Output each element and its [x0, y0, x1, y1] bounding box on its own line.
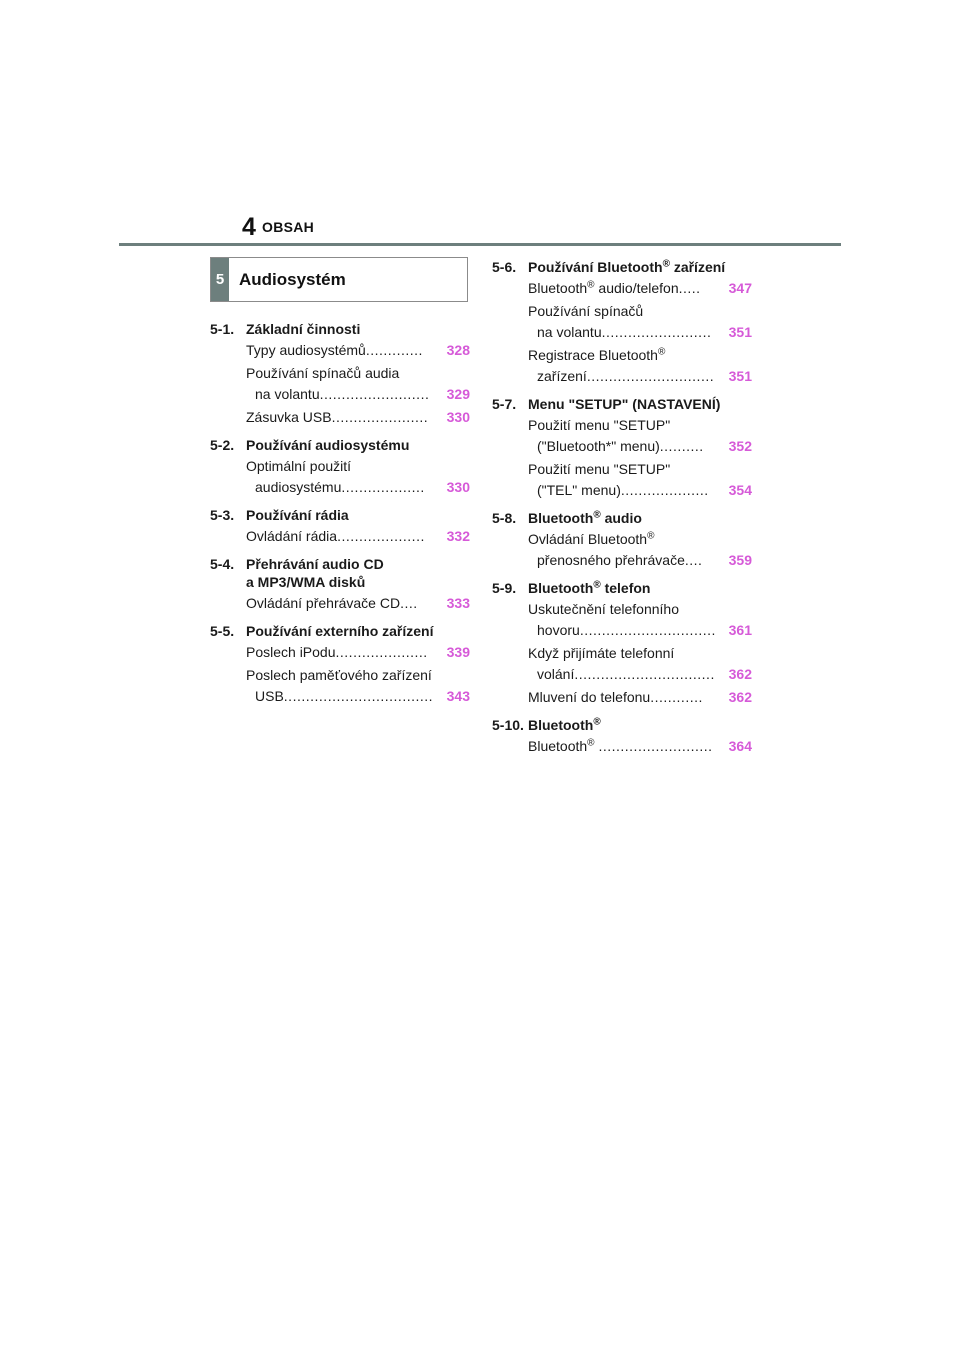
toc-entry[interactable]: [528, 278, 752, 299]
chapter-title: Používání rádia: [246, 507, 349, 523]
registered-mark: ®: [587, 279, 595, 291]
entry-text: zařízení: [537, 368, 587, 384]
page-header: [0, 0, 960, 250]
entry-text: Ovládání Bluetooth: [528, 531, 648, 547]
toc-entry[interactable]: [528, 643, 752, 685]
chapter-title-suffix: audio: [600, 510, 642, 526]
chapter-heading: [492, 579, 752, 597]
header-title: OBSAH: [262, 219, 315, 235]
entry-text: Poslech iPodu: [246, 644, 336, 660]
chapter-number: 5-7.: [492, 396, 517, 412]
chapter-heading: [210, 320, 470, 338]
chapter-title: Používání externího zařízení: [246, 623, 434, 639]
entry-text: audiosystému: [255, 479, 342, 495]
chapter-number: 5-5.: [210, 623, 235, 639]
leader-dots: .....: [678, 280, 701, 296]
toc-entry[interactable]: [246, 407, 470, 428]
entry-text: Uskutečnění telefonního: [528, 601, 679, 617]
leader-dots: ..........: [659, 438, 704, 454]
entry-text: Když přijímáte telefonní: [528, 645, 675, 661]
page-link: 351: [728, 324, 752, 340]
entry-text: Poslech paměťového zařízení: [246, 667, 432, 683]
chapter-heading: [210, 555, 470, 591]
chapter-heading: [210, 436, 470, 454]
toc-entry[interactable]: [246, 363, 470, 405]
registered-mark: ®: [593, 716, 601, 728]
registered-mark: ®: [647, 530, 655, 542]
entry-text: Použití menu "SETUP": [528, 461, 671, 477]
leader-dots: ..........................: [598, 738, 713, 754]
section-number: 5: [211, 258, 229, 301]
entry-text: volání: [537, 666, 575, 682]
registered-mark: ®: [593, 509, 601, 521]
chapter-number: 5-8.: [492, 510, 517, 526]
chapter-title: Bluetooth: [528, 580, 594, 596]
entry-text: ("TEL" menu): [537, 482, 621, 498]
page-link: 329: [446, 386, 470, 402]
chapter-number: 5-6.: [492, 259, 517, 275]
leader-dots: .....................: [335, 644, 428, 660]
page-link: 332: [446, 528, 470, 544]
toc-entry[interactable]: [246, 340, 470, 361]
page-link: 362: [728, 666, 752, 682]
entry-text: Bluetooth: [528, 738, 588, 754]
section-title: Audiosystém: [239, 270, 346, 289]
toc-entry[interactable]: [528, 599, 752, 641]
leader-dots: ...............................: [579, 622, 716, 638]
toc-right-column: [492, 258, 752, 757]
page-link: 333: [446, 595, 470, 611]
entry-text: na volantu: [537, 324, 602, 340]
page-link: 330: [446, 479, 470, 495]
chapter-heading: [492, 258, 752, 276]
chapter-heading: [492, 395, 752, 413]
toc-entry[interactable]: [528, 529, 752, 571]
chapter-title-suffix: telefon: [600, 580, 651, 596]
leader-dots: ....................: [337, 528, 425, 544]
chapter-title: Používání Bluetooth: [528, 259, 663, 275]
page-link: 359: [728, 552, 752, 568]
chapter-title: Používání audiosystému: [246, 437, 410, 453]
page-link: 352: [728, 438, 752, 454]
leader-dots: ....................: [620, 482, 709, 498]
toc-entry[interactable]: [246, 456, 470, 498]
toc-entry[interactable]: [246, 665, 470, 707]
page-link: 361: [728, 622, 752, 638]
leader-dots: .............: [365, 342, 423, 358]
chapter-heading: [492, 716, 752, 734]
leader-dots: ......................: [331, 409, 429, 425]
leader-dots: ....: [684, 552, 703, 568]
entry-text: Ovládání přehrávače CD: [246, 595, 401, 611]
entry-text: Bluetooth: [528, 280, 588, 296]
entry-text: hovoru: [537, 622, 580, 638]
toc-left-column: [210, 320, 470, 707]
entry-text: Používání spínačů audia: [246, 365, 400, 381]
entry-text: Typy audiosystémů: [246, 342, 366, 358]
chapter-title: Bluetooth: [528, 717, 594, 733]
chapter-number: 5-4.: [210, 556, 235, 572]
leader-dots: ................................: [574, 666, 715, 682]
page-link: 328: [446, 342, 470, 358]
chapter-title: Menu "SETUP" (NASTAVENÍ): [528, 396, 721, 412]
chapter-number: 5-2.: [210, 437, 235, 453]
toc-entry[interactable]: [528, 736, 752, 757]
entry-text: Zásuvka USB: [246, 409, 332, 425]
entry-text: na volantu: [255, 386, 320, 402]
chapter-number: 5-10.: [492, 717, 524, 733]
chapter-title: Bluetooth: [528, 510, 594, 526]
entry-text: Používání spínačů: [528, 303, 644, 319]
page-link: 339: [446, 644, 470, 660]
toc-entry[interactable]: [528, 301, 752, 343]
leader-dots: .............................: [586, 368, 715, 384]
chapter-number: 5-3.: [210, 507, 235, 523]
page-link: 364: [728, 738, 752, 754]
leader-dots: ..................................: [283, 688, 434, 704]
page-link: 351: [728, 368, 752, 384]
entry-text: Použití menu "SETUP": [528, 417, 671, 433]
page-link: 354: [728, 482, 752, 498]
header-rule: [119, 243, 841, 246]
toc-entry[interactable]: [528, 687, 752, 708]
section-heading: [210, 257, 468, 302]
entry-text: Registrace Bluetooth: [528, 347, 658, 363]
page-link: 362: [728, 689, 752, 705]
entry-text-suffix: audio/telefon: [594, 280, 679, 296]
chapter-title-suffix: zařízení: [669, 259, 726, 275]
toc-entry[interactable]: [246, 526, 470, 547]
toc-entry[interactable]: [528, 459, 752, 501]
page-number: 4: [242, 213, 256, 241]
toc-entry[interactable]: [528, 415, 752, 457]
leader-dots: .........................: [601, 324, 712, 340]
chapter-number: 5-9.: [492, 580, 517, 596]
leader-dots: ....: [400, 595, 418, 611]
toc-entry[interactable]: [528, 345, 752, 387]
chapter-heading: [210, 622, 470, 640]
entry-text: Mluvení do telefonu: [528, 689, 651, 705]
entry-text: ("Bluetooth*" menu): [537, 438, 660, 454]
leader-dots: .........................: [319, 386, 430, 402]
registered-mark: ®: [662, 258, 670, 270]
entry-text: Ovládání rádia: [246, 528, 338, 544]
page-link: 347: [728, 280, 752, 296]
leader-dots: ............: [650, 689, 703, 705]
registered-mark: ®: [587, 737, 595, 749]
toc-entry[interactable]: [246, 593, 470, 614]
chapter-title-line2: a MP3/WMA disků: [246, 574, 366, 590]
toc-entry[interactable]: [246, 642, 470, 663]
page-link: 343: [446, 688, 470, 704]
chapter-number: 5-1.: [210, 321, 235, 337]
chapter-title: Přehrávání audio CD: [246, 556, 384, 572]
registered-mark: ®: [593, 579, 601, 591]
leader-dots: ...................: [341, 479, 425, 495]
chapter-heading: [492, 509, 752, 527]
entry-text: přenosného přehrávače: [537, 552, 685, 568]
entry-text: USB: [255, 688, 284, 704]
entry-text: Optimální použití: [246, 458, 352, 474]
page-link: 330: [446, 409, 470, 425]
registered-mark: ®: [657, 346, 666, 358]
chapter-title: Základní činnosti: [246, 321, 361, 337]
chapter-heading: [210, 506, 470, 524]
